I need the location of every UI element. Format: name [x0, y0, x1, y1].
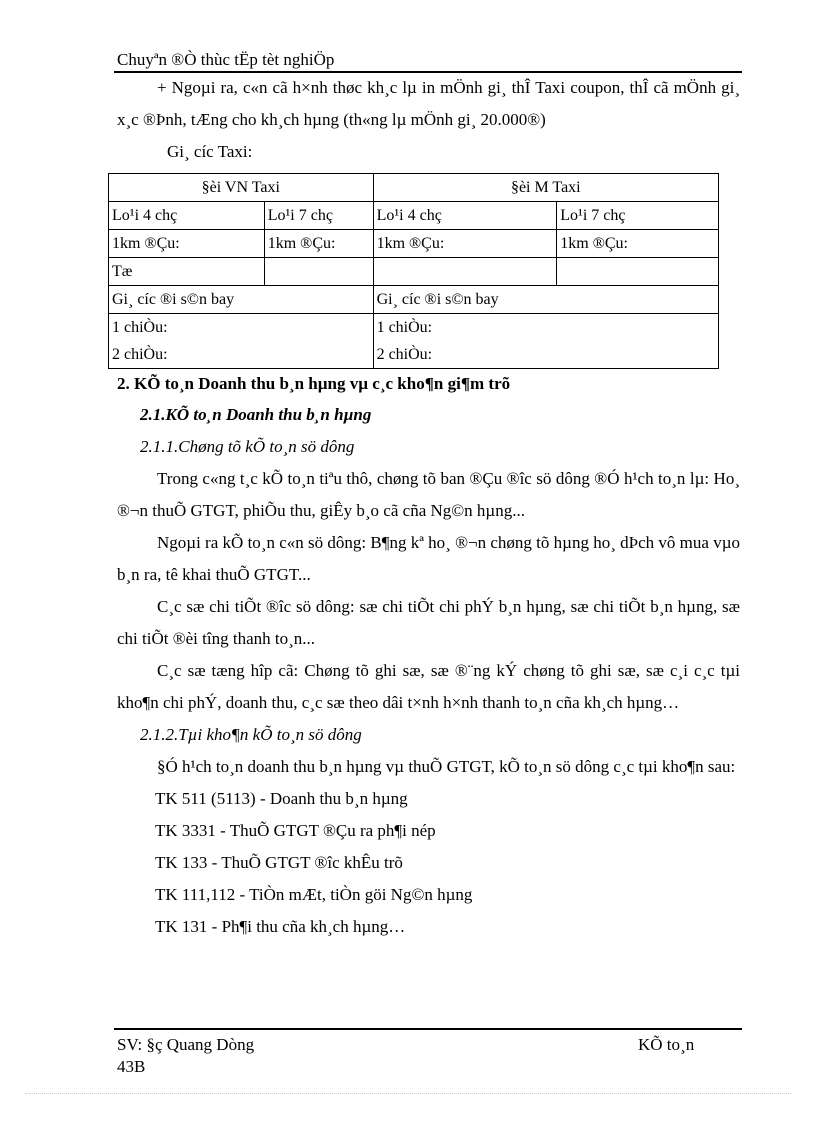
account-item: TK 511 (5113) - Doanh thu b¸n hµng: [155, 789, 408, 808]
table-cell: 1km ®Çu:: [557, 230, 719, 258]
footer-divider: [114, 1028, 742, 1030]
table-cell: Lo¹i 7 chç: [557, 202, 719, 230]
table-cell: [373, 258, 557, 286]
account-item: TK 111,112 - TiÒn mÆt, tiÒn göi Ng©n hµng: [155, 885, 473, 904]
account-item: TK 3331 - ThuÕ GTGT ®Çu ra ph¶i nép: [155, 821, 436, 840]
subsubsection-heading: 2.1.2.Tµi kho¶n kÕ to¸n sö dông: [140, 725, 362, 744]
footer-department: KÕ to¸n: [638, 1035, 695, 1054]
table-cell: Tæ: [109, 258, 265, 286]
table-row: [109, 314, 719, 369]
subsubsection-heading: 2.1.1.Chøng tõ kÕ to¸n sö dông: [140, 437, 355, 456]
price-label: Gi¸ cíc Taxi:: [167, 142, 253, 161]
table-cell: [109, 314, 374, 369]
paragraph: Trong c«ng t¸c kÕ to¸n tiªu thô, chøng tõ ban ®Çu ®îc sö dông ®Ó h¹ch to¸n lµ: Ho¸ ®¬n thuÕ GTGT, phiÕu thu, giÊy b¸o cã cña Ng©n hµng...: [117, 469, 740, 520]
footer-student: [117, 1034, 254, 1078]
table-row: [109, 230, 719, 258]
table-cell: 1km ®Çu:: [264, 230, 373, 258]
account-item: TK 131 - Ph¶i thu cña kh¸ch hµng…: [155, 917, 406, 936]
intro-paragraph: + Ngoµi ra, c«n cã h×nh thøc kh¸c lµ in mÖnh gi¸ thÎ Taxi coupon, thÎ cã mÖnh gi¸ x¸c ®Þnh, tÆng cho kh¸ch hµng (th«ng lµ mÖnh gi¸ 20.000®): [117, 78, 740, 129]
table-row: [109, 174, 719, 202]
student-class: 43B: [117, 1057, 146, 1076]
document-body: [112, 72, 740, 943]
table-cell: Lo¹i 7 chç: [264, 202, 373, 230]
subsection-heading: 2.1.KÕ to¸n Doanh thu b¸n hµng: [140, 405, 372, 424]
table-cell: 1km ®Çu:: [109, 230, 265, 258]
table-cell: Lo¹i 4 chç: [109, 202, 265, 230]
two-way-label: 2 chiÒu:: [112, 346, 168, 363]
section-heading: 2. KÕ to¸n Doanh thu b¸n hµng vµ c¸c kho¶n gi¶m trõ: [117, 374, 511, 393]
table-cell: [557, 258, 719, 286]
paragraph: §Ó h¹ch to¸n doanh thu b¸n hµng vµ thuÕ GTGT, kÕ to¸n sö dông c¸c tµi kho¶n sau:: [157, 757, 736, 776]
paragraph: C¸c sæ tæng hîp cã: Chøng tõ ghi sæ, sæ ®¨ng kÝ chøng tõ ghi sæ, sæ c¸i c¸c tµi kho¶n chi phÝ, doanh thu, c¸c sæ theo dâi t×nh h×nh thanh to¸n cña kh¸ch hµng…: [117, 661, 740, 712]
table-row: [109, 286, 719, 314]
paragraph: C¸c sæ chi tiÕt ®îc sö dông: sæ chi tiÕt chi phÝ b¸n hµng, sæ chi tiÕt b¸n hµng, sæ chi tiÕt ®èi tîng thanh to¸n...: [117, 597, 740, 648]
table-cell: [264, 258, 373, 286]
table-cell: Gi¸ cíc ®i s©n bay: [373, 286, 718, 314]
table-row: [109, 202, 719, 230]
table-cell: Lo¹i 4 chç: [373, 202, 557, 230]
one-way-label: 1 chiÒu:: [112, 319, 168, 336]
table-cell: §èi M Taxi: [373, 174, 718, 202]
two-way-label: 2 chiÒu:: [376, 346, 433, 363]
page-header-title: Chuyªn ®Ò thùc tËp tèt nghiÖp: [117, 50, 335, 69]
table-cell: Gi¸ cíc ®i s©n bay: [109, 286, 374, 314]
taxi-price-table: [108, 173, 719, 369]
table-row: [109, 258, 719, 286]
account-item: TK 133 - ThuÕ GTGT ®îc khÊu trõ: [155, 853, 403, 872]
table-cell: §èi VN Taxi: [109, 174, 374, 202]
student-name: SV: §ç Quang Dòng: [117, 1035, 255, 1054]
paragraph: Ngoµi ra kÕ to¸n c«n sö dông: B¶ng kª ho¸ ®¬n chøng tõ hµng ho¸ dÞch vô mua vµo b¸n ra, tê khai thuÕ GTGT...: [117, 533, 740, 584]
table-cell: 1km ®Çu:: [373, 230, 557, 258]
one-way-label: 1 chiÒu:: [376, 319, 433, 336]
table-cell: [373, 314, 718, 369]
page-bottom-border: [25, 1093, 791, 1094]
